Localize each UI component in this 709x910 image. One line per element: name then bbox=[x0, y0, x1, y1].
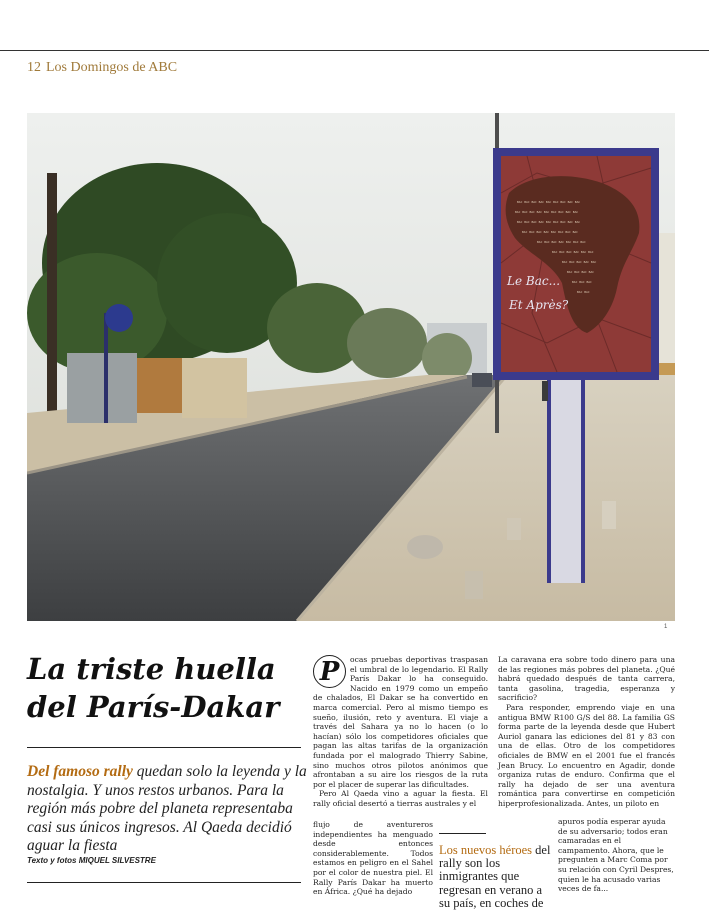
body-column-2 bbox=[498, 655, 675, 809]
drop-cap: P bbox=[313, 655, 346, 688]
deck bbox=[27, 763, 309, 856]
svg-text:BAC BAC BAC: BAC BAC BAC bbox=[572, 280, 592, 284]
street-photo bbox=[27, 113, 675, 621]
byline-rule bbox=[27, 882, 301, 883]
pullquote bbox=[439, 844, 551, 910]
street-photo-illustration bbox=[27, 113, 675, 621]
svg-text:BAC BAC BAC BAC BAC BAC BAC BA: BAC BAC BAC BAC BAC BAC BAC BAC BAC bbox=[517, 220, 581, 224]
body-column-1 bbox=[313, 655, 488, 809]
deck-text: quedan solo la leyenda y la nostalgia. Y unos restos urbanos. Para la región más pobre del planeta representaba casi sus únicos ingresos. Al Qaeda decidió aguar la fiesta bbox=[27, 763, 307, 854]
pullquote-rule bbox=[439, 833, 486, 834]
svg-text:BAC BAC BAC BAC: BAC BAC BAC BAC bbox=[567, 270, 595, 274]
svg-text:BAC BAC BAC BAC BAC BAC BAC BA: BAC BAC BAC BAC BAC BAC BAC BAC BAC bbox=[517, 200, 581, 204]
sign-text-line1: Le Bac... bbox=[507, 274, 561, 288]
pullquote-text: del rally son los inmigrantes que regresan en verano a su país, en coches de bbox=[439, 843, 551, 910]
byline bbox=[27, 856, 156, 865]
svg-text:BAC BAC BAC BAC BAC BAC BAC BA: BAC BAC BAC BAC BAC BAC BAC BAC bbox=[522, 230, 578, 234]
byline-author: MIQUEL SILVESTRE bbox=[78, 856, 156, 865]
section-name: Los Domingos de ABC bbox=[46, 60, 178, 75]
svg-text:BAC BAC BAC BAC BAC: BAC BAC BAC BAC BAC bbox=[562, 260, 597, 264]
svg-text:BAC BAC BAC BAC BAC BAC BAC: BAC BAC BAC BAC BAC BAC BAC bbox=[537, 240, 586, 244]
pullquote-accent: Los nuevos héroes bbox=[439, 843, 533, 857]
sign-text-line2: Et Après? bbox=[509, 298, 569, 312]
body-col1-para2: Pero Al Qaeda vino a aguar la fiesta. El rally oficial desertó a tierras australes y el bbox=[313, 789, 488, 808]
photo-number: 1 bbox=[664, 624, 668, 630]
headline: La triste huella del París-Dakar bbox=[27, 652, 280, 724]
page-folio bbox=[27, 60, 177, 76]
body-column-2-lower: apuros podía esperar ayuda de su adversario; todos eran camaradas en el campamento. Ahora, que le pregunten a Marc Coma por su relación con Cyril Despres, quien le ha acusado varias veces de fa... bbox=[558, 817, 674, 894]
svg-text:BAC BAC BAC BAC BAC BAC BAC BA: BAC BAC BAC BAC BAC BAC BAC BAC BAC bbox=[515, 210, 579, 214]
body-column-1-lower: flujo de aventureros independientes ha menguado desde entonces considerablemente. Todos estamos en peligro en el Sahel por el color de nuestra piel. El Rally París Dakar ha muerto en África. ¿Qué ha dejado bbox=[313, 820, 433, 897]
body-col2-para2: Para responder, emprendo viaje en una antigua BMW R100 G/S del 88. La familia GS forma parte de la leyenda desde que Hubert Auriol ganara las ediciones del 81 y 83 con una de ellas. Otro de los competidores oficiales de BMW en el 2001 fue el francés Jean Brucy. Lo encuentro en Agadir, donde organiza rutas de enduro. Confirma que el rally ha dejado de ser una aventura romántica para convertirse en competición hiperprofesionalizada. Antes, un piloto en bbox=[498, 702, 675, 808]
page-number: 12 bbox=[27, 60, 41, 75]
top-rule bbox=[0, 50, 709, 51]
deck-lead: Del famoso rally bbox=[27, 763, 133, 780]
headline-rule bbox=[27, 747, 301, 748]
body-col1-para1: ocas pruebas deportivas traspasan el umbral de lo legendario. El Rally París Dakar lo ha conseguido. Nacido en 1979 como un empeño de chalados, El Dakar se ha convertido en marca comercial. Pero al mismo tiempo es sueño, ilusión, reto y aventura. El viaje a través del Sahara ya no lo hacen (o lo hacían) sólo los competidores oficiales que pagan las altas tarifas de la organización fundada por el malogrado Thierry Sabine, sino muchos otros pilotos anónimos que afrontaban a su aire los riesgos de la ruta por el placer de superar las dificultades. bbox=[313, 655, 488, 789]
svg-text:BAC BAC: BAC BAC bbox=[577, 290, 590, 294]
byline-prefix: Texto y fotos bbox=[27, 856, 79, 865]
svg-text:BAC BAC BAC BAC BAC BAC: BAC BAC BAC BAC BAC BAC bbox=[552, 250, 594, 254]
body-col2-para1: La caravana era sobre todo dinero para una de las regiones más pobres del planeta. ¿Qué habrá quedado después de tanta carrera, tanta gasolina, tragedia, esperanza y sacrificio? bbox=[498, 655, 675, 703]
